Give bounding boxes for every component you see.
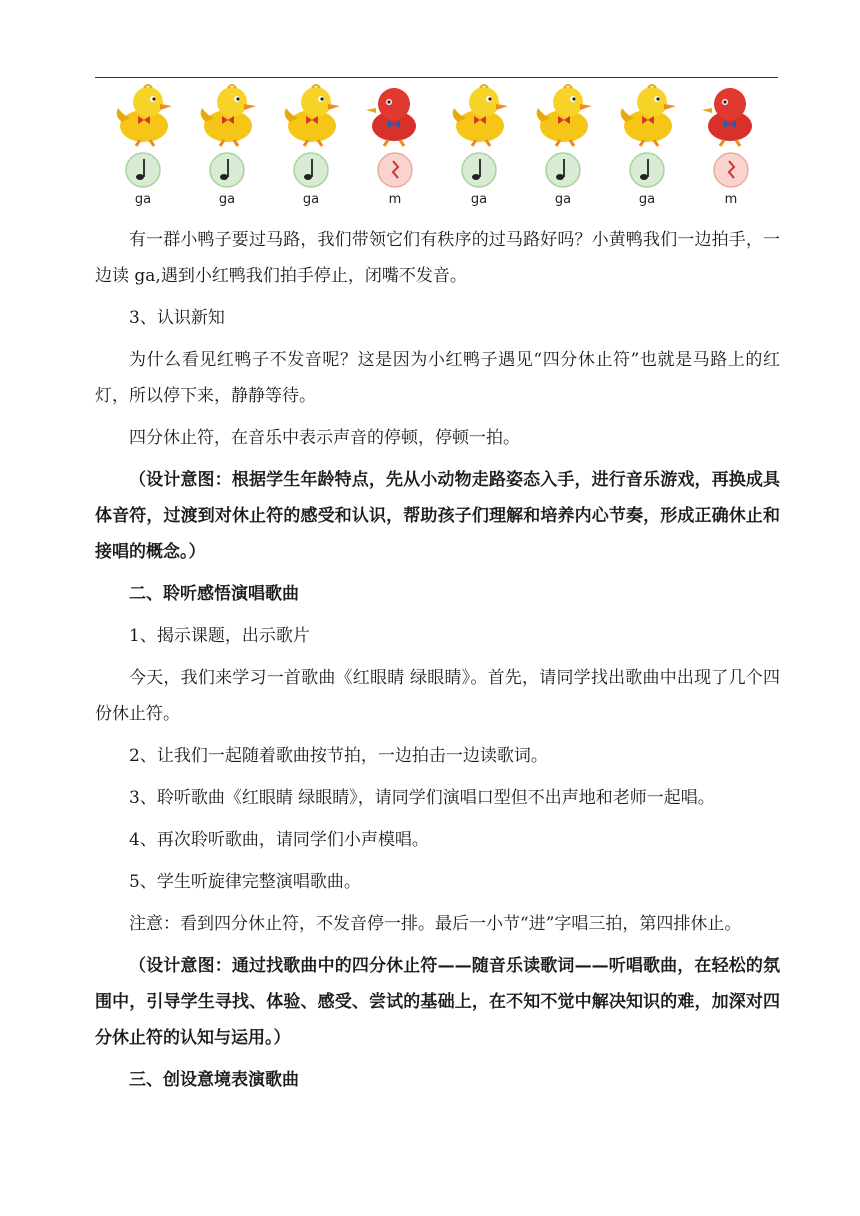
yellow-duck-icon xyxy=(276,82,346,190)
note-label: m xyxy=(724,192,738,207)
step-3: 3、聆听歌曲《红眼睛 绿眼睛》，请同学们演唱口型但不出声地和老师一起唱。 xyxy=(129,788,715,808)
section-heading-2: 二、聆听感悟演唱歌曲 xyxy=(129,584,299,604)
duck-item xyxy=(192,82,262,210)
section-heading-3: 三、创设意境表演歌曲 xyxy=(129,1070,299,1090)
paragraph-today: 今天，我们来学习一首歌曲《红眼睛 绿眼睛》。首先，请同学找出歌曲中出现了几个四份休止符。 xyxy=(95,668,780,724)
yellow-duck-icon xyxy=(192,82,262,190)
duck-item xyxy=(360,82,430,210)
step-1: 1、揭示课题，出示歌片 xyxy=(129,626,310,646)
step-4: 4、再次聆听歌曲，请同学们小声模唱。 xyxy=(129,830,429,850)
header-rule xyxy=(95,77,778,78)
note-label: ga xyxy=(638,192,656,207)
yellow-duck-icon xyxy=(108,82,178,190)
section-heading-new-knowledge: 3、认识新知 xyxy=(129,308,225,328)
duck-item xyxy=(696,82,766,210)
paragraph-intro: 有一群小鸭子要过马路，我们带领它们有秩序的过马路好吗？小黄鸭我们一边拍手，一边读 ga,遇到小红鸭我们拍手停止，闭嘴不发音。 xyxy=(95,230,780,286)
step-5: 5、学生听旋律完整演唱歌曲。 xyxy=(129,872,361,892)
note-label: ga xyxy=(134,192,152,207)
duck-item xyxy=(444,82,514,210)
note-label: ga xyxy=(470,192,488,207)
yellow-duck-icon xyxy=(444,82,514,190)
note-label: ga xyxy=(218,192,236,207)
duck-item xyxy=(276,82,346,210)
duck-item xyxy=(528,82,598,210)
red-duck-icon xyxy=(360,82,430,190)
design-intent-1: （设计意图：根据学生年龄特点，先从小动物走路姿态入手，进行音乐游戏，再换成具体音符，过渡到对休止符的感受和认识，帮助孩子们理解和培养内心节奏，形成正确休止和接唱的概念。） xyxy=(95,470,780,562)
paragraph-red-duck: 为什么看见红鸭子不发音呢？这是因为小红鸭子遇见“四分休止符”也就是马路上的红灯，所以停下来，静静等待。 xyxy=(95,350,780,406)
duck-item xyxy=(108,82,178,210)
yellow-duck-icon xyxy=(528,82,598,190)
red-duck-icon xyxy=(696,82,766,190)
note-label: ga xyxy=(554,192,572,207)
duck-item xyxy=(612,82,682,210)
duck-rhythm-illustration xyxy=(108,82,768,212)
design-intent-2: （设计意图：通过找歌曲中的四分休止符——随音乐读歌词——听唱歌曲，在轻松的氛围中，引导学生寻找、体验、感受、尝试的基础上，在不知不觉中解决知识的难，加深对四分休止符的认知与运用。） xyxy=(95,956,780,1048)
note-label: ga xyxy=(302,192,320,207)
paragraph-rest-definition: 四分休止符，在音乐中表示声音的停顿，停顿一拍。 xyxy=(129,428,520,448)
yellow-duck-icon xyxy=(612,82,682,190)
lesson-body xyxy=(95,222,780,1098)
note-label: m xyxy=(388,192,402,207)
paragraph-note: 注意：看到四分休止符，不发音停一排。最后一小节“进”字唱三拍，第四排休止。 xyxy=(129,914,742,934)
step-2: 2、让我们一起随着歌曲按节拍，一边拍击一边读歌词。 xyxy=(129,746,548,766)
